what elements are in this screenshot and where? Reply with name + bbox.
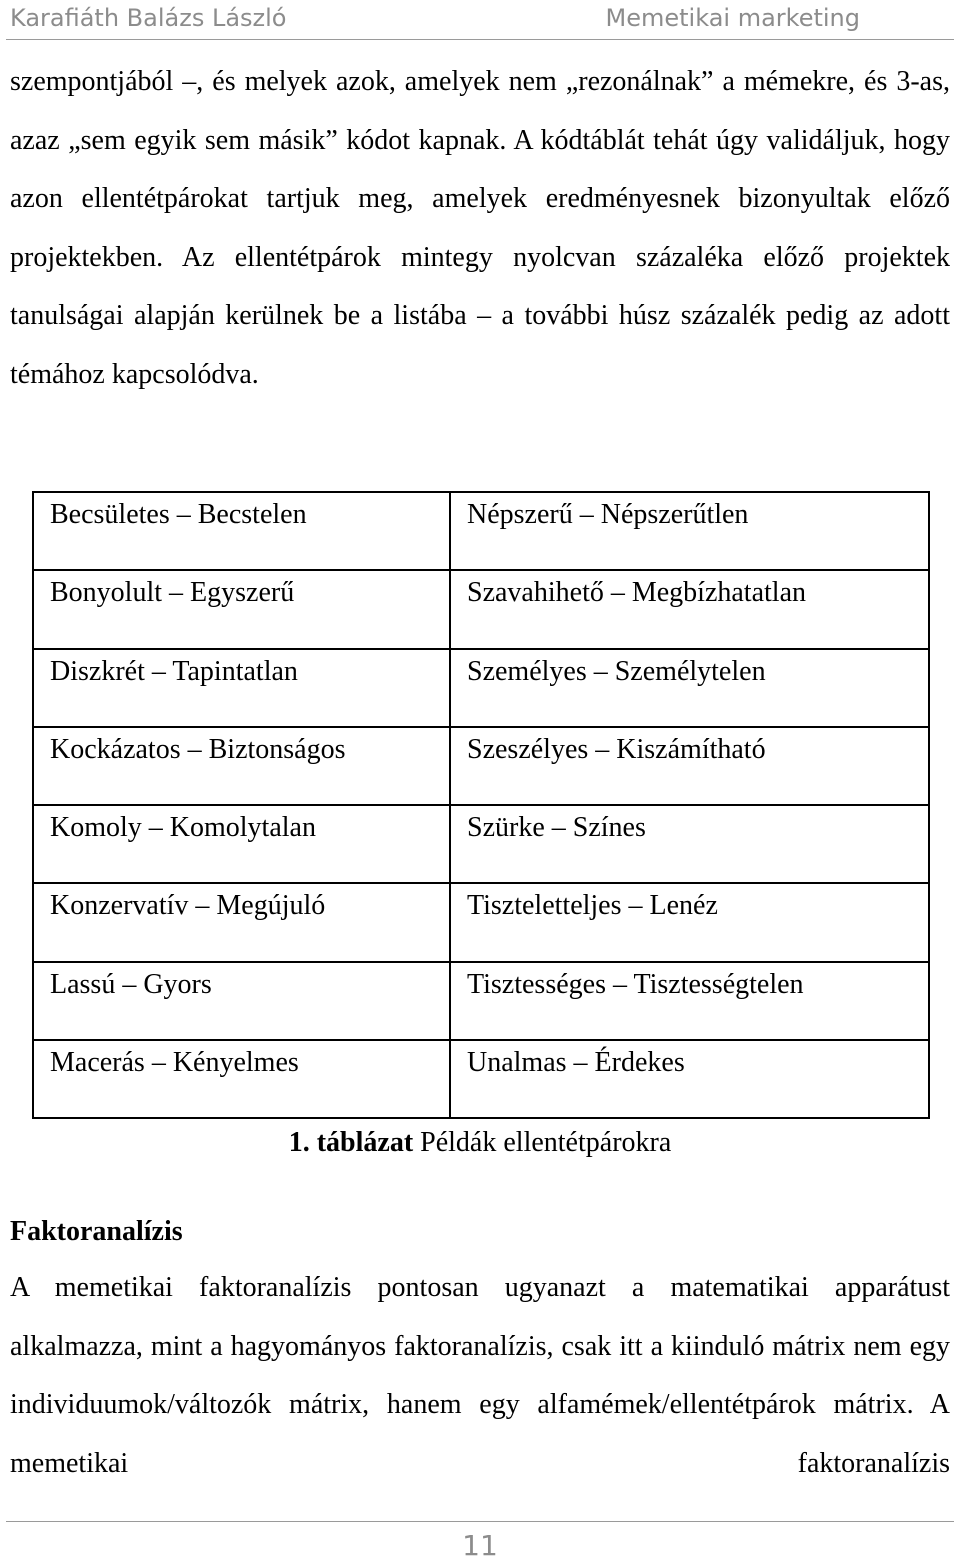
section-heading: Faktoranalízis [10,1216,183,1247]
page-header [0,0,960,40]
table-cell: Szavahihető – Megbízhatatlan [450,570,929,648]
table-cell: Tiszteletteljes – Lenéz [450,883,929,961]
header-author: Karafiáth Balázs László [10,4,287,32]
table-cell: Népszerű – Népszerűtlen [450,492,929,570]
opposite-pairs-table [32,491,930,1119]
table-cell: Becsületes – Becstelen [33,492,450,570]
table-cell: Diszkrét – Tapintatlan [33,649,450,727]
table-row [33,570,929,648]
table-cell: Bonyolult – Egyszerű [33,570,450,648]
table-cell: Szeszélyes – Kiszámítható [450,727,929,805]
header-divider [6,39,954,40]
table-row [33,492,929,570]
body-paragraph-1: szempontjából –, és melyek azok, amelyek nem „rezonálnak” a mémekre, és 3-as, azaz „sem egyik sem másik” kódot kapnak. A kódtáblát tehát úgy validáljuk, hogy azon ellentétpárokat tartjuk meg, amelyek eredményesnek bizonyultak előző projektekben. Az ellentétpárok mintegy nyolcvan százaléka előző projektek tanulságai alapján kerülnek be a listába – a további húsz százalék pedig az adott témához kapcsolódva. [10,66,950,390]
body-paragraph-2: A memetikai faktoranalízis pontosan ugyanazt a matematikai apparátust alkalmazza, mint a hagyományos faktoranalízis, csak itt a kiinduló mátrix nem egy individuumok/változók mátrix, hanem egy alfamémek/ellentétpárok mátrix. A memetikai faktoranalízis [10,1272,950,1479]
table-caption [0,1117,960,1169]
table-cell: Személyes – Személytelen [450,649,929,727]
footer-divider [6,1521,954,1522]
table-cell: Kockázatos – Biztonságos [33,727,450,805]
header-title: Memetikai marketing [605,4,860,32]
table-row [33,962,929,1040]
table-cell: Tisztességes – Tisztességtelen [450,962,929,1040]
table-cell: Unalmas – Érdekes [450,1040,929,1118]
table-row [33,805,929,883]
table-cell: Komoly – Komolytalan [33,805,450,883]
table-row [33,727,929,805]
table-cell: Konzervatív – Megújuló [33,883,450,961]
table-cell: Lassú – Gyors [33,962,450,1040]
caption-text: Példák ellentétpárokra [413,1127,672,1158]
table-row [33,883,929,961]
table-cell: Macerás – Kényelmes [33,1040,450,1118]
page-number: 11 [462,1529,498,1562]
table-row [33,1040,929,1118]
table-cell: Szürke – Színes [450,805,929,883]
caption-label: 1. táblázat [288,1127,414,1158]
table-row [33,649,929,727]
